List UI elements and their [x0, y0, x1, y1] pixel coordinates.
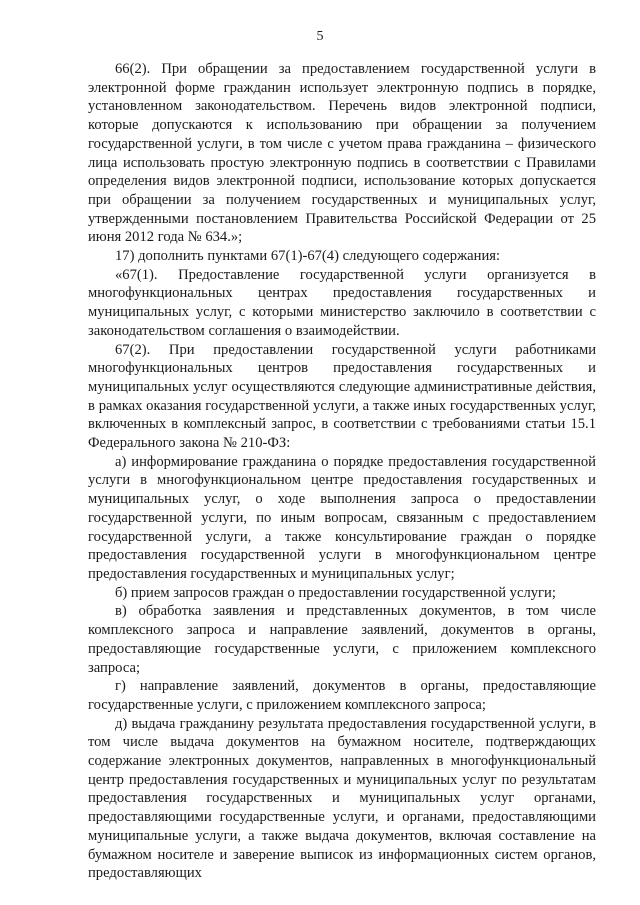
- list-item-d: д) выдача гражданину результата предоставления государственной услуги, в том числе выдача документов на бумажном носителе, подтверждающих содержание электронных документов, направленных в многофункциональный центр предоставления государственных и муниципальных услуг по результатам предоставления государственных и муниципальных услуг органами, предоставляющими государственные услуги, и органами, предоставляющими муниципальные услуги, а также выдача документов, включая составление на бумажном носителе и заверение выписок из информационных систем органов, предоставляющих: [88, 715, 596, 882]
- list-item-a: а) информирование гражданина о порядке предоставления государственной услуги в многофункциональном центре предоставления государственных и муниципальных услуг, о ходе выполнения запроса о предоставлении государственной услуги, по иным вопросам, связанным с предоставлением государственной услуги, а также консультирование граждан о порядке предоставления государственной услуги в многофункциональном центре предоставления государственных и муниципальных услуг;: [88, 453, 596, 582]
- list-item-b: б) прием запросов граждан о предоставлении государственной услуги;: [115, 584, 556, 601]
- paragraph-67-1: «67(1). Предоставление государственной услуги организуется в многофункциональных центрах предоставления государственных и муниципальных услуг, с которыми министерство заключило в соответствии с законодательством соглашения о взаимодействии.: [88, 266, 596, 339]
- document-body: [88, 60, 596, 883]
- paragraph-item-17: 17) дополнить пунктами 67(1)-67(4) следующего содержания:: [115, 248, 501, 265]
- list-item-v: в) обработка заявления и представленных документов, в том числе комплексного запроса и направление заявлений, документов в органы, предоставляющие государственные услуги, с приложением комплексного запроса;: [88, 603, 596, 676]
- page-number: 5: [316, 29, 324, 44]
- list-item-g: г) направление заявлений, документов в органы, предоставляющие государственные услуги, с приложением комплексного запроса;: [88, 678, 596, 713]
- paragraph-66-2: 66(2). При обращении за предоставлением государственной услуги в электронной форме гражданин использует электронную подпись в порядке, установленном законодательством. Перечень видов электронной подписи, которые допускаются к использованию при обращении за получением государственной услуги, в том числе с учетом права гражданина – физического лица использовать простую электронную подпись в соответствии с Правилами определения видов электронной подписи, использование которых допускается при обращении за получением государственных и муниципальных услуг, утвержденными постановлением Правительства Российской Федерации от 25 июня 2012 года № 634.»;: [88, 61, 596, 246]
- paragraph-67-2: 67(2). При предоставлении государственной услуги работниками многофункциональных центров предоставления государственных и муниципальных услуг осуществляются следующие административные действия, в рамках оказания государственной услуги, а также иных государственных услуг, включенных в комплексный запрос, в соответствии с требованиями статьи 15.1 Федерального закона № 210-ФЗ:: [88, 341, 596, 452]
